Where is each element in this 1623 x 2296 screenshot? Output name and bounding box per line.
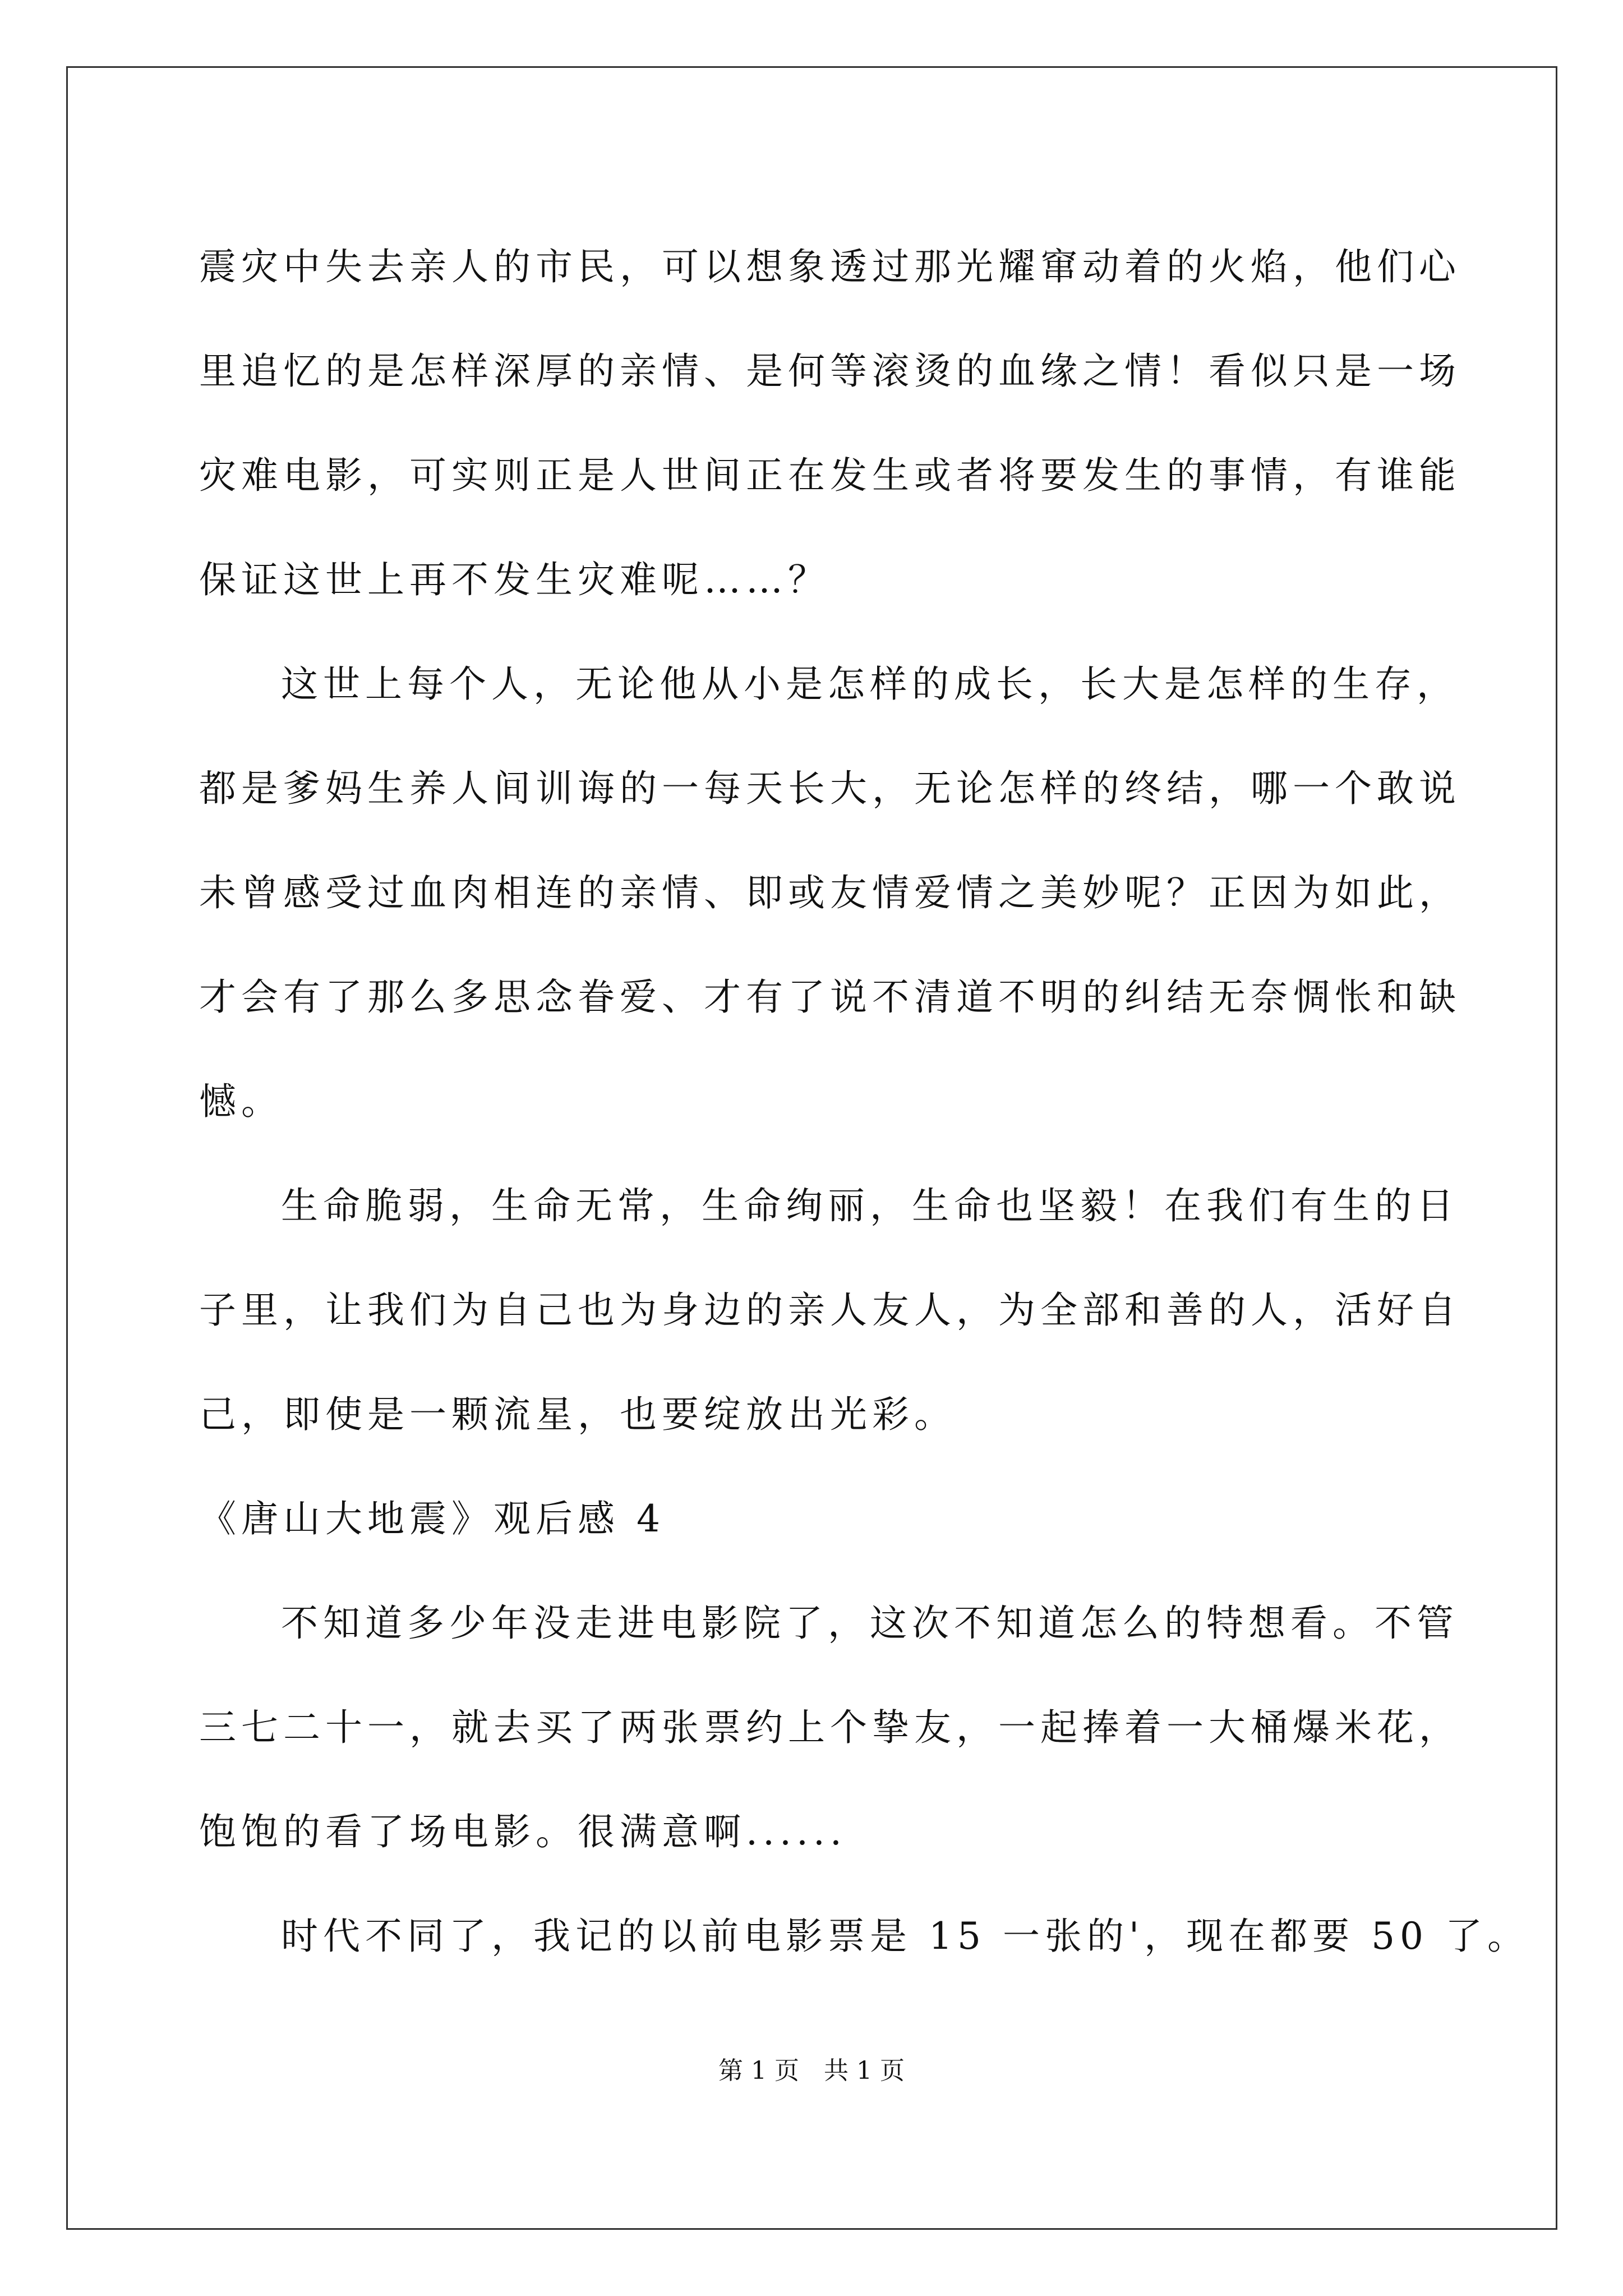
text-line: 三七二十一，就去买了两张票约上个挚友，一起捧着一大桶爆米花， — [199, 1706, 1461, 1749]
document-body — [199, 215, 1530, 1989]
text-line: 都是爹妈生养人间训诲的一每天长大，无论怎样的终结，哪一个敢说 — [199, 767, 1461, 810]
text-line: 里追忆的是怎样深厚的亲情、是何等滚烫的血缘之情！看似只是一场 — [199, 349, 1461, 393]
text-line: 憾。 — [199, 1080, 283, 1123]
text-line: 震灾中失去亲人的市民，可以想象透过那光耀窜动着的火焰，他们心 — [199, 245, 1461, 288]
text-line: 子里，让我们为自己也为身边的亲人友人，为全部和善的人，活好自 — [199, 1289, 1461, 1332]
text-line: 灾难电影，可实则正是人世间正在发生或者将要发生的事情，有谁能 — [199, 454, 1461, 497]
text-line: 饱饱的看了场电影。很满意啊...... — [199, 1810, 847, 1853]
paragraph-start-line: 时代不同了，我记的以前电影票是 15 一张的'，现在都要 50 了。 — [281, 1915, 1530, 1958]
paragraph-start-line: 生命脆弱，生命无常，生命绚丽，生命也坚毅！在我们有生的日 — [281, 1184, 1459, 1227]
paragraph-start-line: 这世上每个人，无论他从小是怎样的成长，长大是怎样的生存， — [281, 662, 1459, 706]
text-line: 未曾感受过血肉相连的亲情、即或友情爱情之美妙呢？正因为如此， — [199, 871, 1461, 914]
paragraph-start-line: 不知道多少年没走进电影院了，这次不知道怎么的特想看。不管 — [281, 1602, 1459, 1645]
text-line: 己，即使是一颗流星，也要绽放出光彩。 — [199, 1393, 956, 1436]
section-heading: 《唐山大地震》观后感 4 — [199, 1497, 665, 1540]
text-line: 才会有了那么多思念眷爱、才有了说不清道不明的纠结无奈惆怅和缺 — [199, 976, 1461, 1019]
page-footer: 第 1 页 共 1 页 — [718, 2056, 905, 2085]
text-line: 保证这世上再不发生灾难呢……？ — [199, 558, 830, 601]
